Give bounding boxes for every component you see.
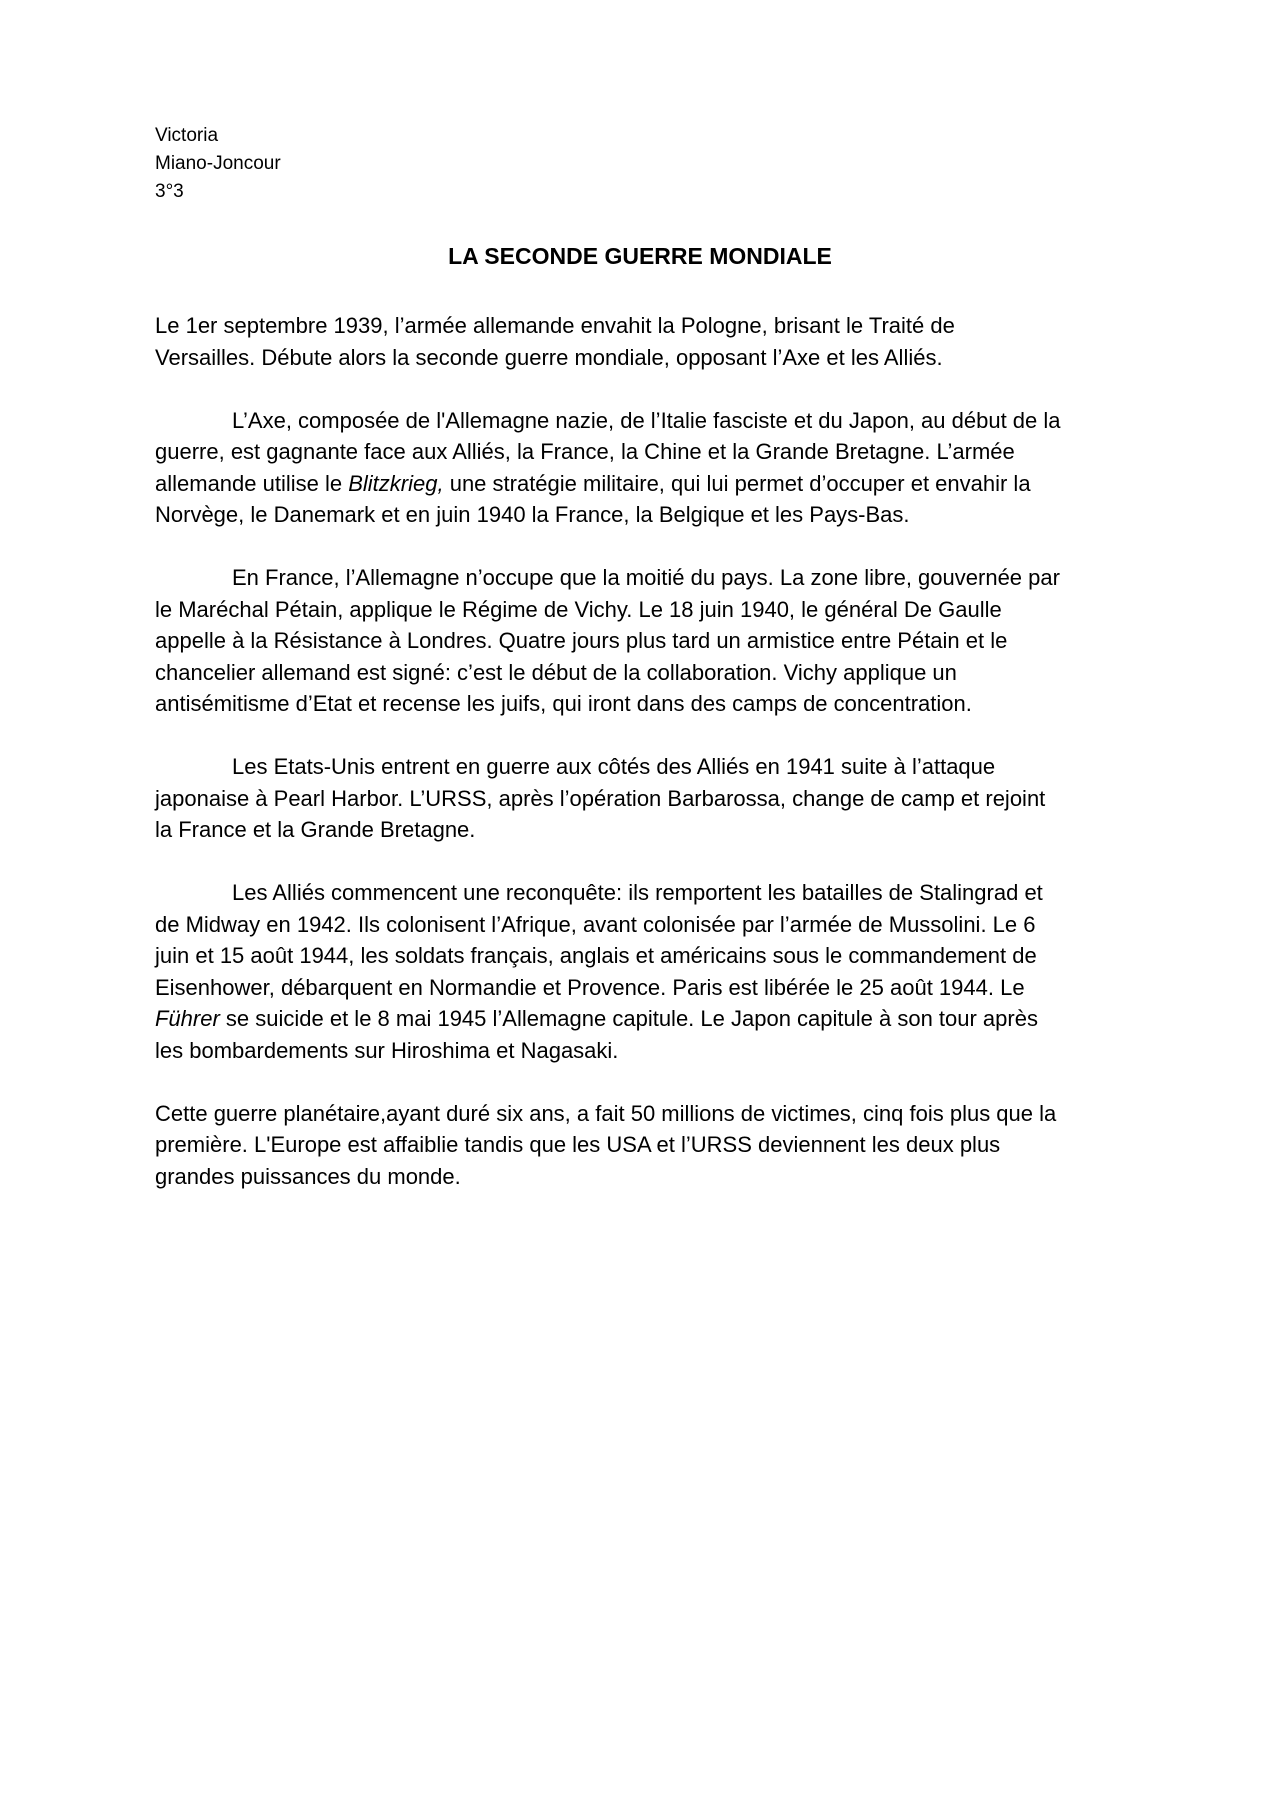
paragraph-line: première. L'Europe est affaiblie tandis que les USA et l’URSS deviennent les deux plus xyxy=(155,1132,1001,1157)
paragraph-line: de Midway en 1942. Ils colonisent l’Afrique, avant colonisée par l’armée de Mussolini. Le 6 xyxy=(155,911,1036,937)
student-class: 3°3 xyxy=(155,181,184,202)
paragraph-line: Eisenhower, débarquent en Normandie et Provence. Paris est libérée le 25 août 1944. Le xyxy=(155,974,1025,1000)
paragraph-line: juin et 15 août 1944, les soldats français, anglais et américains sous le commandement de xyxy=(155,943,1037,968)
paragraph-line: En France, l’Allemagne n’occupe que la moitié du pays. La zone libre, gouvernée par xyxy=(232,565,1060,590)
paragraph-line: guerre, est gagnante face aux Alliés, la France, la Chine et la Grande Bretagne. L’armée xyxy=(155,439,1015,464)
student-info xyxy=(155,122,281,206)
text-run: se suicide et le 8 mai 1945 l’Allemagne capitule. Le Japon capitule à son tour après xyxy=(219,1006,1038,1031)
italic-term-fuhrer: Führer xyxy=(155,1006,220,1031)
paragraph-line: Les Etats-Unis entrent en guerre aux côtés des Alliés en 1941 suite à l’attaque xyxy=(232,754,996,779)
paragraph-line xyxy=(155,468,1165,500)
document-title: LA SECONDE GUERRE MONDIALE xyxy=(448,243,832,269)
paragraph-line: appelle à la Résistance à Londres. Quatre jours plus tard un armistice entre Pétain et le xyxy=(155,628,1008,653)
paragraph-line: grandes puissances du monde. xyxy=(155,1163,461,1189)
paragraph-line: le Maréchal Pétain, applique le Régime de Vichy. Le 18 juin 1940, le général De Gaulle xyxy=(155,596,1002,622)
paragraph-line: les bombardements sur Hiroshima et Nagasaki. xyxy=(155,1037,619,1063)
paragraph-line: japonaise à Pearl Harbor. L’URSS, après l’opération Barbarossa, change de camp et rejoint xyxy=(155,785,1046,811)
paragraph-france xyxy=(155,562,1165,720)
paragraph-line: Les Alliés commencent une reconquête: ils remportent les batailles de Stalingrad et xyxy=(232,880,1043,905)
paragraph-line: chancelier allemand est signé: c’est le début de la collaboration. Vichy applique un xyxy=(155,659,957,685)
paragraph-reconquest xyxy=(155,877,1165,1066)
student-first-name: Victoria xyxy=(155,125,219,146)
italic-term-blitzkrieg: Blitzkrieg, xyxy=(348,470,444,496)
text-run: allemande utilise le xyxy=(155,470,349,496)
paragraph-line: Versailles. Débute alors la seconde guerre mondiale, opposant l’Axe et les Alliés. xyxy=(155,344,943,370)
paragraph-intro xyxy=(155,310,1165,373)
paragraph-line: la France et la Grande Bretagne. xyxy=(155,817,476,842)
paragraph-line: L’Axe, composée de l'Allemagne nazie, de l’Italie fasciste et du Japon, au début de la xyxy=(232,407,1061,433)
paragraph-line: Cette guerre planétaire,ayant duré six ans, a fait 50 millions de victimes, cinq fois plus que la xyxy=(155,1100,1057,1126)
paragraph-line: Le 1er septembre 1939, l’armée allemande envahit la Pologne, brisant le Traité de xyxy=(155,313,955,338)
paragraph-conclusion xyxy=(155,1098,1165,1193)
student-last-name: Miano-Joncour xyxy=(155,153,281,174)
paragraph-axis xyxy=(155,405,1165,531)
paragraph-line: Norvège, le Danemark et en juin 1940 la France, la Belgique et les Pays-Bas. xyxy=(155,502,910,527)
paragraph-line xyxy=(155,1003,1165,1035)
paragraph-line: antisémitisme d’Etat et recense les juifs, qui iront dans des camps de concentration. xyxy=(155,691,972,716)
document-body xyxy=(155,310,1165,1224)
paragraph-usa xyxy=(155,751,1165,846)
text-run: une stratégie militaire, qui lui permet d’occuper et envahir la xyxy=(443,470,1031,496)
